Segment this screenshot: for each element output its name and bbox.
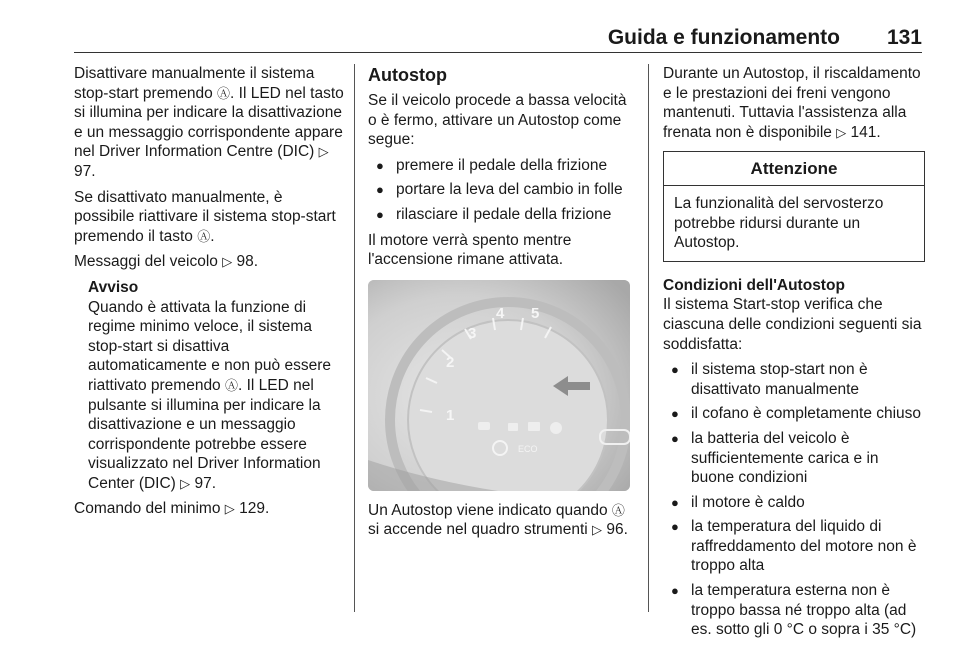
- notice-block: [88, 278, 346, 494]
- conditions-heading: Condizioni dell'Autostop: [663, 276, 845, 294]
- reference-arrow-icon: ▷: [318, 144, 329, 160]
- instrument-cluster-photo: [368, 280, 630, 491]
- column-divider-2: [648, 64, 649, 612]
- paragraph-idle-control: Comando del minimo ▷ 129.: [74, 500, 270, 518]
- page-number: 131: [886, 26, 922, 49]
- warning-title: Attenzione: [664, 152, 924, 186]
- autostop-steps-list: [368, 156, 634, 225]
- conditions-list: [663, 360, 925, 640]
- stopstart-icon: Ⓐ: [217, 85, 231, 101]
- stopstart-icon: Ⓐ: [197, 228, 211, 244]
- engine-off-paragraph: Il motore verrà spento mentre l'accensione rimane attivata.: [368, 231, 572, 269]
- warning-text: La funzionalità del servosterzo potrebbe ridursi durante un Autostop.: [674, 194, 884, 252]
- reference-arrow-icon: ▷: [224, 501, 235, 517]
- autostop-heading: Autostop: [368, 65, 447, 85]
- page-header: [74, 24, 922, 53]
- column-2: [368, 64, 634, 546]
- gauge-number: 3: [468, 324, 477, 342]
- autostop-intro: Se il veicolo procede a bassa velocità o è fermo, attivare un Autostop come segue:: [368, 92, 627, 149]
- notice-title: Avviso: [88, 278, 139, 296]
- reference-arrow-icon: ▷: [836, 124, 847, 140]
- paragraph-vehicle-messages: Messaggi del veicolo ▷ 98.: [74, 253, 259, 271]
- gauge-number: 4: [496, 304, 505, 322]
- notice-text: Quando è attivata la funzione di regime minimo veloce, il sistema stop-start si disattiva automaticamente e non può essere riattivato premendo Ⓐ. Il LED nel pulsante si illumina per indicare la disattivazione e un messaggio corrispondente potrebbe essere visualizzato nel Driver Information Center (DIC) ▷ 97.: [88, 298, 331, 492]
- list-item: ● premere il pedale della frizione: [368, 156, 634, 176]
- list-item: ● rilasciare il pedale della frizione: [368, 205, 634, 225]
- page-reference-link[interactable]: 141.: [850, 123, 881, 141]
- gauge-number: 1: [446, 406, 455, 424]
- list-item: ● il cofano è completamente chiuso: [663, 404, 925, 424]
- page-reference-link[interactable]: 96.: [606, 521, 628, 539]
- page-reference-link[interactable]: 97.: [74, 162, 96, 180]
- page-reference-link[interactable]: 98.: [236, 253, 259, 271]
- list-item: ● portare la leva del cambio in folle: [368, 180, 634, 200]
- column-divider-1: [354, 64, 355, 612]
- autostop-symbol-icon: Ⓐ: [611, 502, 625, 518]
- page-reference-link[interactable]: 97.: [194, 474, 217, 492]
- gauge-number: 5: [531, 304, 540, 322]
- list-item: ● il motore è caldo: [663, 493, 925, 513]
- reference-arrow-icon: ▷: [180, 475, 191, 491]
- reference-arrow-icon: ▷: [222, 254, 233, 270]
- paragraph-reactivate: Se disattivato manualmente, è possibile riattivare il sistema stop-start premendo il tasto Ⓐ.: [74, 188, 336, 245]
- warning-box: [663, 151, 925, 261]
- eco-label: ECO: [518, 443, 538, 454]
- photo-caption: Un Autostop viene indicato quando Ⓐ si accende nel quadro strumenti ▷ 96.: [368, 501, 628, 539]
- autostop-heating-paragraph: Durante un Autostop, il riscaldamento e le prestazioni dei freni vengono mantenuti. Tuttavia l'assistenza alla frenata non è disponibile ▷ 141.: [663, 65, 921, 141]
- paragraph-deactivate: Disattivare manualmente il sistema stop-start premendo Ⓐ. Il LED nel tasto si illumina per indicare la disattivazione e un messaggio corrispondente appare nel Driver Information Centre (DIC) ▷ 97.: [74, 65, 344, 180]
- list-item: ● la batteria del veicolo è sufficientemente carica e in buone condizioni: [663, 429, 925, 488]
- stopstart-icon: Ⓐ: [225, 377, 239, 393]
- list-item: ● la temperatura esterna non è troppo bassa né troppo alta (ad es. sotto gli 0 °C o sopra i 35 °C): [663, 581, 925, 640]
- page-reference-link[interactable]: 129.: [239, 500, 270, 518]
- column-3: [663, 64, 925, 646]
- instrument-cluster-illustration: [368, 280, 630, 491]
- reference-arrow-icon: ▷: [592, 522, 603, 538]
- gauge-number: 2: [446, 353, 455, 371]
- list-item: ● la temperatura del liquido di raffreddamento del motore non è troppo alta: [663, 517, 925, 576]
- section-title: Guida e funzionamento: [607, 26, 840, 49]
- conditions-intro: Il sistema Start-stop verifica che ciascuna delle condizioni seguenti sia soddisfatta:: [663, 296, 922, 353]
- column-1: [74, 64, 346, 525]
- list-item: ● il sistema stop-start non è disattivato manualmente: [663, 360, 925, 399]
